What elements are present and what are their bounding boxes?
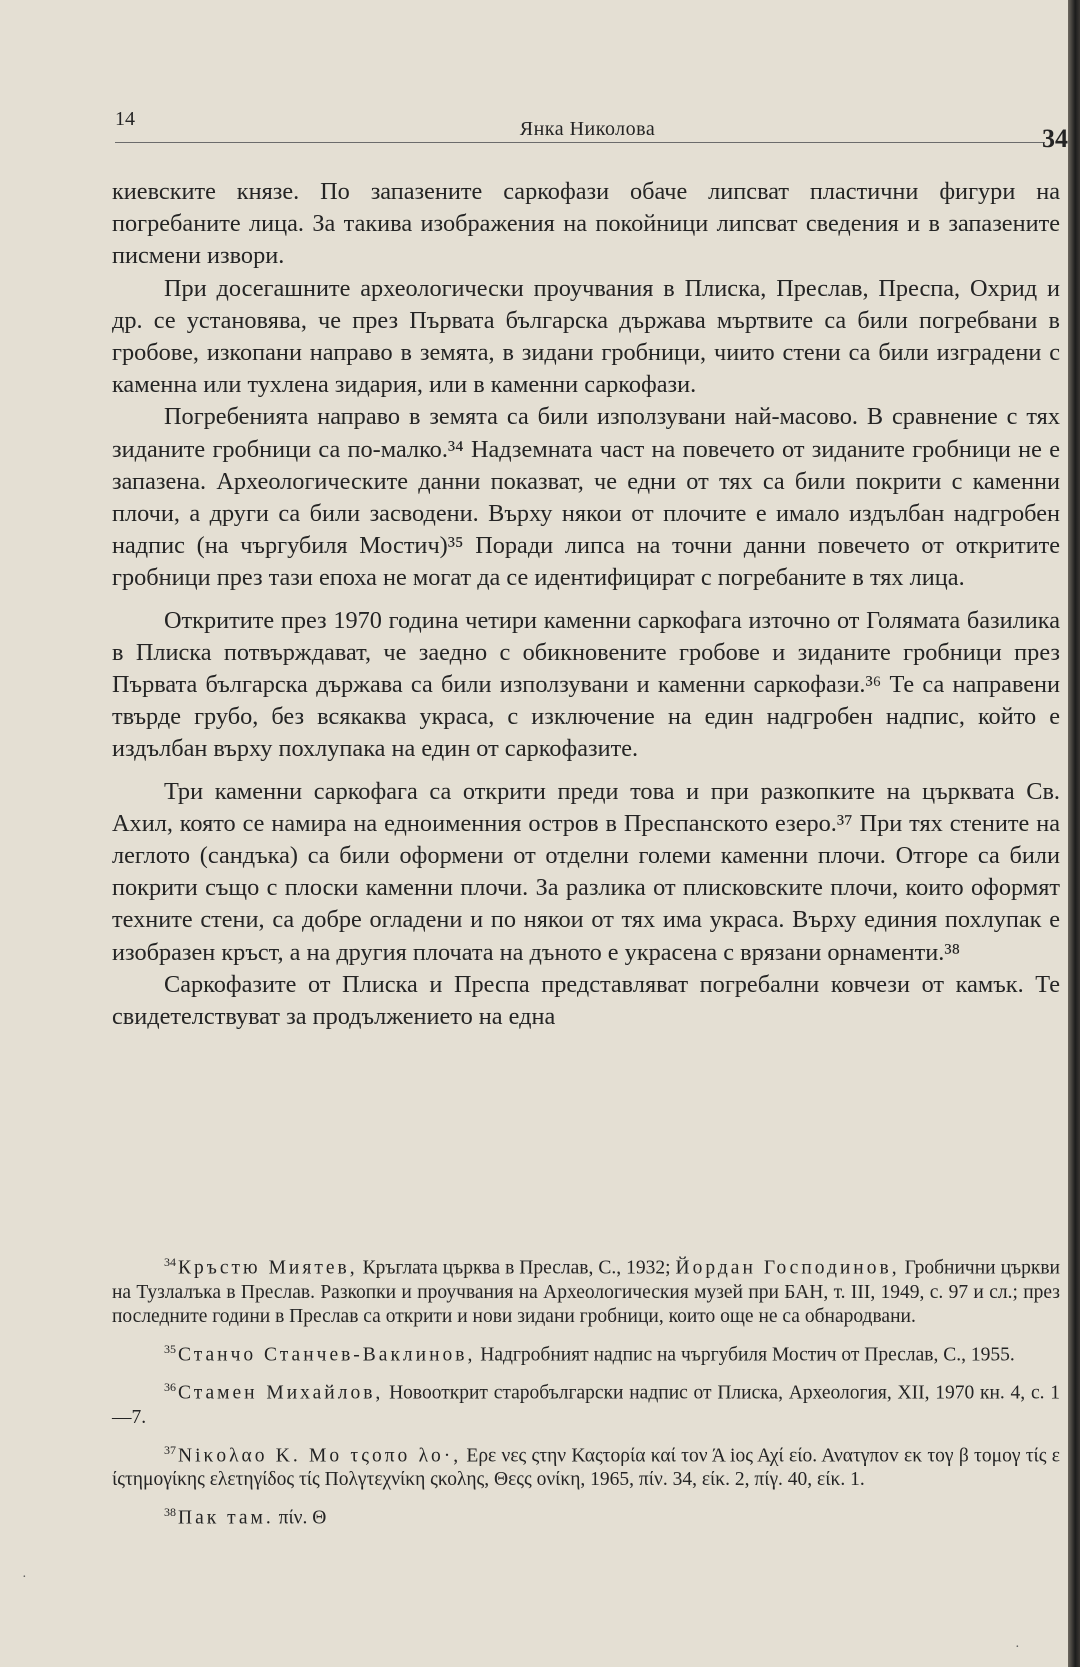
running-head-author: Янка Николова (519, 118, 656, 140)
footnote-number: 37 (164, 1442, 176, 1457)
footnote-text: Ερε νες ςτην Καςτορία καί τον Ά ioς Αχί είο. Ανατγποv εκ τογ β τομογ τίς ε ίςτημογίκης ελετηγίδος τίς Πολγτεχνίκη ςκολης, Θεςς ονίκη, 1965, πίν. 34, είκ. 2, πίγ. 40, είκ. 1. (112, 1445, 1060, 1490)
print-speck: · (22, 1570, 27, 1585)
book-spine-shadow (1068, 0, 1080, 1667)
body-text (112, 176, 1060, 1033)
footnote-text: Кръглата църква в Преслав, С., 1932; (357, 1257, 676, 1279)
page-header (115, 108, 1060, 144)
header-rule (115, 142, 1045, 143)
paragraph: Откритите през 1970 година четири каменни саркофага източно от Голямата базилика в Плиска потвърждават, че заедно с обикновените гробове и зиданите гробници през Първата българска държава са били използувани и каменни саркофази.³⁶ Те са направени твърде грубо, без всякаква украса, с изключение на един надгробен надпис, който е издълбан върху похлупака на един от саркофазите. (112, 606, 1060, 763)
paragraph: киевските князе. По запазените саркофази обаче липсват пластични фигури на погребаните лица. За такива изображения на покойници липсват сведения и в запазените писмени извори. (112, 178, 1060, 270)
footnotes (112, 1250, 1060, 1539)
footnote (112, 1500, 1060, 1531)
paragraph: При досегашните археологически проучвания в Плиска, Преслав, Преспа, Охрид и др. се установява, че през Първата българска държава мъртвите са били погребвани в гробове, изкопани направо в земята, в зидани гробници, чиито стени са били изградени с каменна или тухлена зидария, или в каменни саркофази. (112, 274, 1060, 399)
footnote-author: Пак там. (178, 1507, 274, 1529)
footnote (112, 1250, 1060, 1329)
page-number: 14 (115, 108, 135, 130)
footnote-author: Йордан Господинов, (675, 1257, 900, 1279)
footnote-number: 38 (164, 1505, 176, 1519)
footnote-author: Стамен Михайлов, (178, 1382, 384, 1404)
footnote-number: 35 (164, 1341, 176, 1356)
footnote-author: Кръстю Миятев, (178, 1257, 358, 1279)
corner-page-mark: 34 (1042, 124, 1068, 153)
paragraph: Саркофазите от Плиска и Преспа представляват погребални ковчези от камък. Те свидетелствуват за продължението на една (112, 970, 1060, 1031)
footnote-author: Станчо Станчев-Ваклинов, (178, 1344, 476, 1365)
footnote (112, 1438, 1060, 1493)
footnote-text: πίν. Θ (273, 1507, 327, 1529)
print-speck: · (1015, 1640, 1020, 1655)
footnote-text: Гробнични църкви на Тузлалъка в Преслав. Разкопки и проучвания на Археологическия музей при БАН, т. III, 1949, с. 97 и сл.; през последните години в Преслав са открити и нови зидани гробници, които още не са обнародвани. (112, 1257, 1060, 1327)
footnote (112, 1375, 1060, 1430)
footnote-author: Νiκoλαo Κ. Μo τςoπo λo·, (178, 1445, 462, 1466)
footnote-number: 34 (164, 1255, 176, 1269)
paragraph: Погребенията направо в земята са били използувани най-масово. В сравнение с тях зиданите гробници са по-малко.³⁴ Надземната част на повечето от зиданите гробници не е запазена. Археологическите данни показват, че едни от тях са били покрити с каменни плочи, а други са били засводени. Върху някои от плочите е имало издълбан надгробен надпис (на чъргубиля Мостич)³⁵ Поради липса на точни данни повечето от откритите гробници през тази епоха не могат да се идентифицират с погребаните в тях лица. (112, 403, 1060, 592)
footnote-text: Новооткрит старобългарски надпис от Плиска, Археология, XII, 1970 кн. 4, с. 1—7. (112, 1382, 1060, 1428)
footnote-text: Надгробният надпис на чъргубиля Мостич от Преслав, С., 1955. (475, 1344, 1015, 1365)
footnote (112, 1337, 1060, 1368)
footnote-number: 36 (164, 1380, 176, 1394)
paragraph: Три каменни саркофага са открити преди това и при разкопките на църквата Св. Ахил, която се намира на едноименния остров в Преспанското езеро.³⁷ При тях стените на леглото (сандъка) са били оформени от отделни големи каменни плочи. Отгоре са били покрити също с плоски каменни плочи. За разлика от плисковските плочи, които оформят техните стени, са добре огладени и по някои от тях има украса. Върху единия похлупак е изобразен кръст, а на другия плочата на дъното е украсена с врязани орнаменти.³⁸ (112, 777, 1060, 966)
